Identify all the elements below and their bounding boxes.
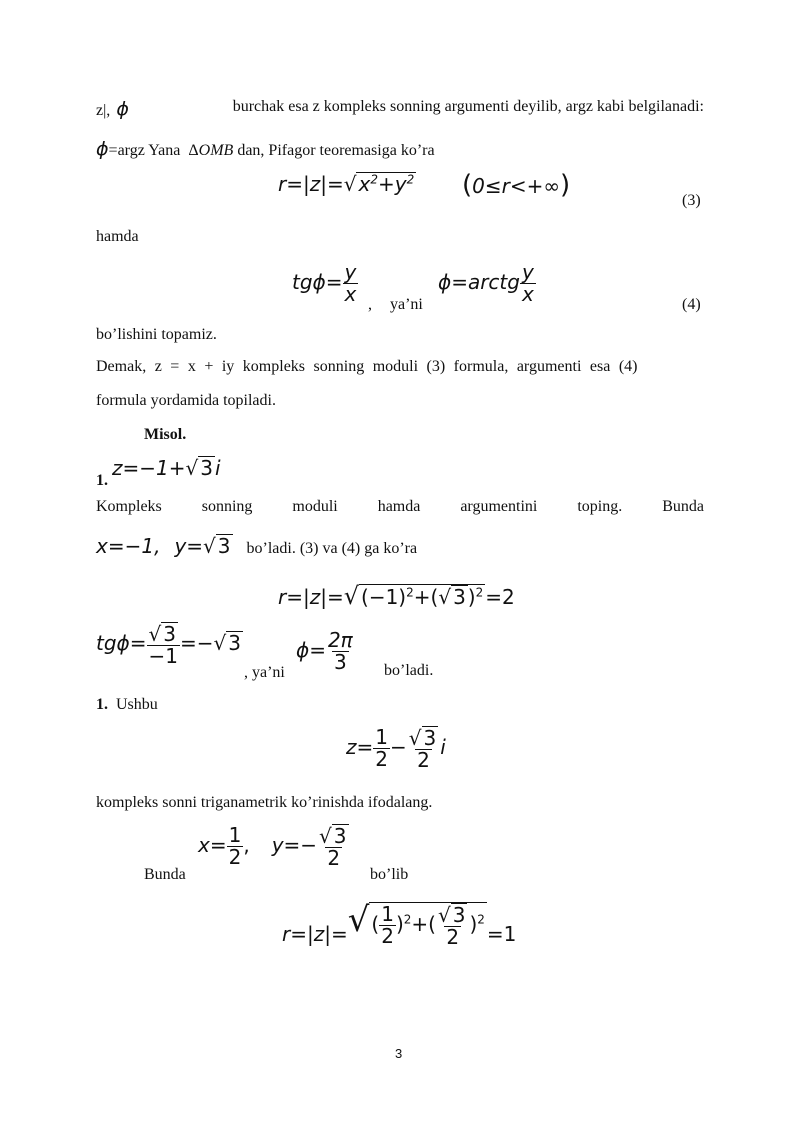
- result: =1: [486, 922, 517, 946]
- example-1-argument: [296, 630, 355, 673]
- radical-sign: √: [343, 582, 360, 610]
- equation-4-tg: [292, 262, 358, 305]
- fraction-sqrt3-over-minus1: [147, 622, 180, 667]
- eq-lhs: z=−1+: [112, 456, 186, 480]
- paren-close: ): [560, 170, 571, 200]
- example-2-xy: [198, 824, 351, 869]
- numerator: 1: [375, 725, 388, 749]
- radical-sign: √: [437, 903, 451, 927]
- example-number: 1.: [96, 472, 108, 489]
- numerator: [407, 726, 440, 749]
- sqrt-body: 3: [200, 456, 213, 480]
- section-heading-misol: Misol.: [144, 426, 187, 443]
- numerator: 1: [381, 902, 394, 926]
- plus-sign: +(: [413, 585, 439, 609]
- text-fragment: Ushbu: [116, 696, 158, 713]
- paren-close: ): [467, 585, 476, 609]
- numerator: 1: [228, 823, 242, 847]
- range-expression: 0≤r<+∞: [472, 174, 561, 198]
- word: toping.: [577, 498, 623, 515]
- xy-values: [96, 534, 233, 558]
- paragraph-demak-2: formula yordamida topiladi.: [96, 392, 276, 409]
- word: Bunda: [662, 498, 704, 515]
- numerator: y: [521, 260, 534, 284]
- paragraph-demak-1: [96, 358, 704, 376]
- sqrt-body: [369, 902, 487, 948]
- denominator: x: [521, 282, 534, 306]
- fraction-sqrt3-over-2: [407, 726, 440, 771]
- page-number: 3: [395, 1046, 403, 1061]
- sqrt-body: 3: [453, 585, 466, 609]
- numerator: 2π: [327, 628, 353, 652]
- fraction-sqrt3-over-2: [436, 903, 469, 948]
- plus-sign: +(: [411, 912, 436, 936]
- text-line-2: [96, 138, 435, 160]
- numerator: [147, 622, 180, 645]
- equation-3-range: [462, 170, 570, 200]
- plus-sign: +: [377, 172, 395, 196]
- sqrt-body: [356, 172, 416, 195]
- example-1-modulus: [278, 582, 515, 610]
- minus-sign: −: [390, 735, 407, 759]
- radical-sign: √: [203, 534, 216, 558]
- radical-sign: √: [438, 585, 452, 609]
- var-x: x: [358, 172, 371, 196]
- text-fragment: =argz Yana: [108, 142, 185, 159]
- sqrt-body: [359, 584, 485, 608]
- equation-3: [278, 172, 416, 196]
- text-fragment: z|,: [96, 102, 111, 119]
- numerator: [436, 903, 469, 926]
- text-fragment: burchak esa z kompleks sonning argumenti deyilib, argz kabi belgilanadi:: [232, 98, 704, 115]
- equation-number-4: (4): [682, 296, 701, 313]
- equation-4-arctg: [438, 262, 536, 305]
- tg-lhs: tgϕ=: [292, 270, 343, 294]
- text-fragment: bo’lib: [370, 866, 409, 883]
- example-2-modulus: [282, 900, 516, 948]
- word: moduli: [292, 498, 338, 515]
- text-hamda: hamda: [96, 228, 139, 245]
- sqrt-body: 3: [217, 534, 231, 558]
- exponent: 2: [475, 585, 484, 600]
- example-2-formula: [346, 726, 446, 771]
- result: =2: [485, 585, 515, 609]
- paren-open: (: [371, 912, 380, 936]
- triangle-name: OMB: [198, 142, 234, 159]
- text-bunda: Bunda: [144, 866, 186, 883]
- radical-sign: √: [408, 726, 422, 750]
- fraction-2pi-over-3: [326, 630, 355, 673]
- text-yani: , ya’ni: [244, 664, 285, 681]
- denominator: 2: [375, 747, 388, 771]
- delta-symbol: Δ: [188, 142, 199, 159]
- x-value: x=−1,: [96, 534, 161, 558]
- sqrt-body: 3: [423, 726, 437, 750]
- paren-close: ): [469, 912, 478, 936]
- arctg-lhs: ϕ=arctg: [438, 270, 520, 294]
- phi-symbol: ϕ: [116, 98, 129, 120]
- phi-lhs: ϕ=: [296, 638, 326, 662]
- exponent: 2: [403, 912, 412, 927]
- text-yani: ya’ni: [390, 296, 423, 313]
- example-1-formula: [112, 456, 221, 480]
- word: Kompleks: [96, 498, 162, 515]
- tg-lhs: tgϕ=: [96, 631, 147, 655]
- numerator: [317, 824, 350, 847]
- example-1-xy: [96, 534, 417, 558]
- term: (−1): [361, 585, 407, 609]
- sqrt-body: 3: [163, 622, 176, 646]
- radical-sign: √: [148, 622, 162, 646]
- text-fragment: bo’ladi. (3) va (4) ga ko’ra: [246, 540, 418, 557]
- denominator: 2: [446, 925, 460, 949]
- example-1-tangent: [96, 622, 243, 667]
- radical-sign: √: [319, 824, 332, 848]
- eq-lhs: r=|z|=: [282, 922, 348, 946]
- denominator: 2: [327, 846, 341, 870]
- x-value: x=: [198, 833, 227, 857]
- denominator: 2: [381, 924, 394, 948]
- fraction-1-over-2: [227, 825, 244, 868]
- text-line-1: [96, 98, 704, 120]
- eq-lhs: r=|z|=: [278, 585, 344, 609]
- radical-sign: √: [347, 900, 370, 940]
- example-1-text: [96, 498, 704, 516]
- y-value: y=: [174, 534, 204, 558]
- imaginary-unit: i: [440, 735, 446, 759]
- radical-sign: √: [343, 172, 357, 196]
- word: argumentini: [460, 498, 538, 515]
- sqrt-body: 3: [452, 903, 466, 927]
- text-fragment: dan, Pifagor teoremasiga ko’ra: [233, 142, 435, 159]
- word: sonning: [201, 498, 253, 515]
- text-fragment: bo’ladi.: [384, 662, 434, 679]
- fraction-sqrt3-over-2: [317, 824, 350, 869]
- comma: ,: [368, 296, 372, 313]
- example-number: 1.: [96, 696, 108, 713]
- exponent: 2: [370, 172, 378, 187]
- numerator: y: [344, 260, 357, 284]
- example-1: [96, 456, 221, 489]
- fraction-y-over-x: [520, 262, 536, 305]
- paren-close: ): [395, 912, 404, 936]
- var-y: y: [394, 172, 407, 196]
- equation-number-3: (3): [682, 192, 701, 209]
- word: hamda: [377, 498, 421, 515]
- exponent: 2: [406, 172, 415, 187]
- example-2: [96, 696, 158, 714]
- radical-sign: √: [213, 631, 227, 655]
- eq-lhs: r=|z|=: [278, 172, 344, 196]
- imaginary-unit: i: [214, 456, 221, 480]
- fraction-y-over-x: [343, 262, 359, 305]
- radical-sign: √: [185, 456, 199, 480]
- sqrt-body: 3: [333, 824, 347, 848]
- eq-lhs: z=: [346, 735, 374, 759]
- denominator: −1: [148, 644, 178, 668]
- equals-minus: =−: [179, 631, 214, 655]
- example-2-text: kompleks sonni triganametrik ko’rinishda ifodalang.: [96, 794, 433, 811]
- sqrt-body: 3: [228, 631, 241, 655]
- y-value: y=−: [271, 833, 318, 857]
- exponent: 2: [406, 585, 414, 600]
- phi-symbol: ϕ: [96, 138, 109, 160]
- denominator: 3: [333, 650, 347, 674]
- comma: ,: [243, 833, 250, 857]
- fraction-1-over-2: [373, 727, 390, 770]
- denominator: 2: [417, 748, 430, 772]
- exponent: 2: [477, 912, 485, 927]
- text-fragment: Demak, z = x + iy kompleks sonning moduli (3) formula, argumenti esa (4): [96, 358, 638, 375]
- paren-open: (: [462, 170, 473, 200]
- denominator: x: [344, 282, 357, 306]
- denominator: 2: [228, 845, 242, 869]
- paragraph-topamiz: bo’lishini topamiz.: [96, 326, 217, 343]
- fraction-1-over-2: [379, 904, 396, 947]
